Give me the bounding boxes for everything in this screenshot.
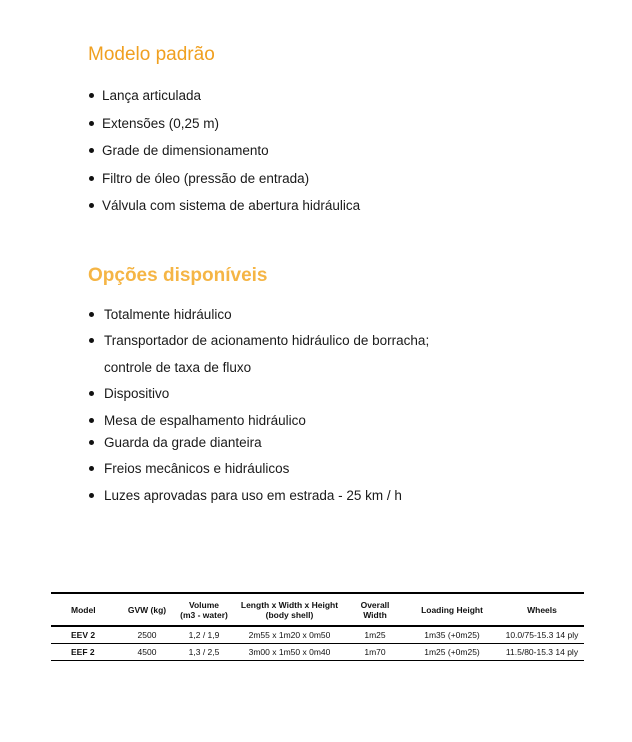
cell-gvw: 4500 (119, 644, 175, 661)
cell-loading-height: 1m25 (+0m25) (404, 644, 500, 661)
cell-volume: 1,3 / 2,5 (175, 644, 233, 661)
standard-model-title: Modelo padrão (88, 44, 215, 65)
header-wheels: Wheels (500, 593, 584, 626)
list-item-continuation: controle de taxa de fluxo (104, 360, 252, 375)
header-dimensions: Length x Width x Height (body shell) (233, 593, 346, 626)
list-item: Luzes aprovadas para uso em estrada - 25 km / h (88, 488, 402, 504)
cell-overall-width: 1m70 (346, 644, 404, 661)
bullet-icon (89, 121, 94, 126)
list-item: Filtro de óleo (pressão de entrada) (88, 171, 309, 187)
cell-overall-width: 1m25 (346, 626, 404, 644)
header-model: Model (51, 593, 119, 626)
cell-model: EEV 2 (51, 626, 119, 644)
header-gvw: GVW (kg) (119, 593, 175, 626)
list-item: Válvula com sistema de abertura hidráulica (88, 198, 360, 214)
cell-dimensions: 2m55 x 1m20 x 0m50 (233, 626, 346, 644)
header-volume: Volume (m3 - water) (175, 593, 233, 626)
bullet-icon (89, 391, 94, 396)
bullet-icon (89, 203, 94, 208)
cell-loading-height: 1m35 (+0m25) (404, 626, 500, 644)
list-item: Mesa de espalhamento hidráulico (88, 413, 306, 429)
list-item: Dispositivo (88, 386, 169, 402)
bullet-icon (89, 418, 94, 423)
list-item: Grade de dimensionamento (88, 143, 269, 159)
list-item: Guarda da grade dianteira (88, 435, 262, 451)
spec-table (51, 592, 584, 661)
header-loading-height: Loading Height (404, 593, 500, 626)
bullet-icon (89, 440, 94, 445)
list-item: Transportador de acionamento hidráulico de borracha; (88, 333, 429, 349)
list-item: Extensões (0,25 m) (88, 116, 219, 132)
bullet-icon (89, 466, 94, 471)
bullet-icon (89, 312, 94, 317)
table-header-row (51, 593, 584, 626)
list-item: Lança articulada (88, 88, 201, 104)
header-overall-width: Overall Width (346, 593, 404, 626)
cell-dimensions: 3m00 x 1m50 x 0m40 (233, 644, 346, 661)
bullet-icon (89, 493, 94, 498)
bullet-icon (89, 148, 94, 153)
bullet-icon (89, 93, 94, 98)
bullet-icon (89, 338, 94, 343)
table-row (51, 626, 584, 644)
cell-wheels: 10.0/75-15.3 14 ply (500, 626, 584, 644)
list-item: Totalmente hidráulico (88, 307, 232, 323)
table-row (51, 644, 584, 661)
cell-model: EEF 2 (51, 644, 119, 661)
cell-volume: 1,2 / 1,9 (175, 626, 233, 644)
available-options-title: Opções disponíveis (88, 265, 268, 286)
list-item: Freios mecânicos e hidráulicos (88, 461, 289, 477)
bullet-icon (89, 176, 94, 181)
cell-wheels: 11.5/80-15.3 14 ply (500, 644, 584, 661)
cell-gvw: 2500 (119, 626, 175, 644)
